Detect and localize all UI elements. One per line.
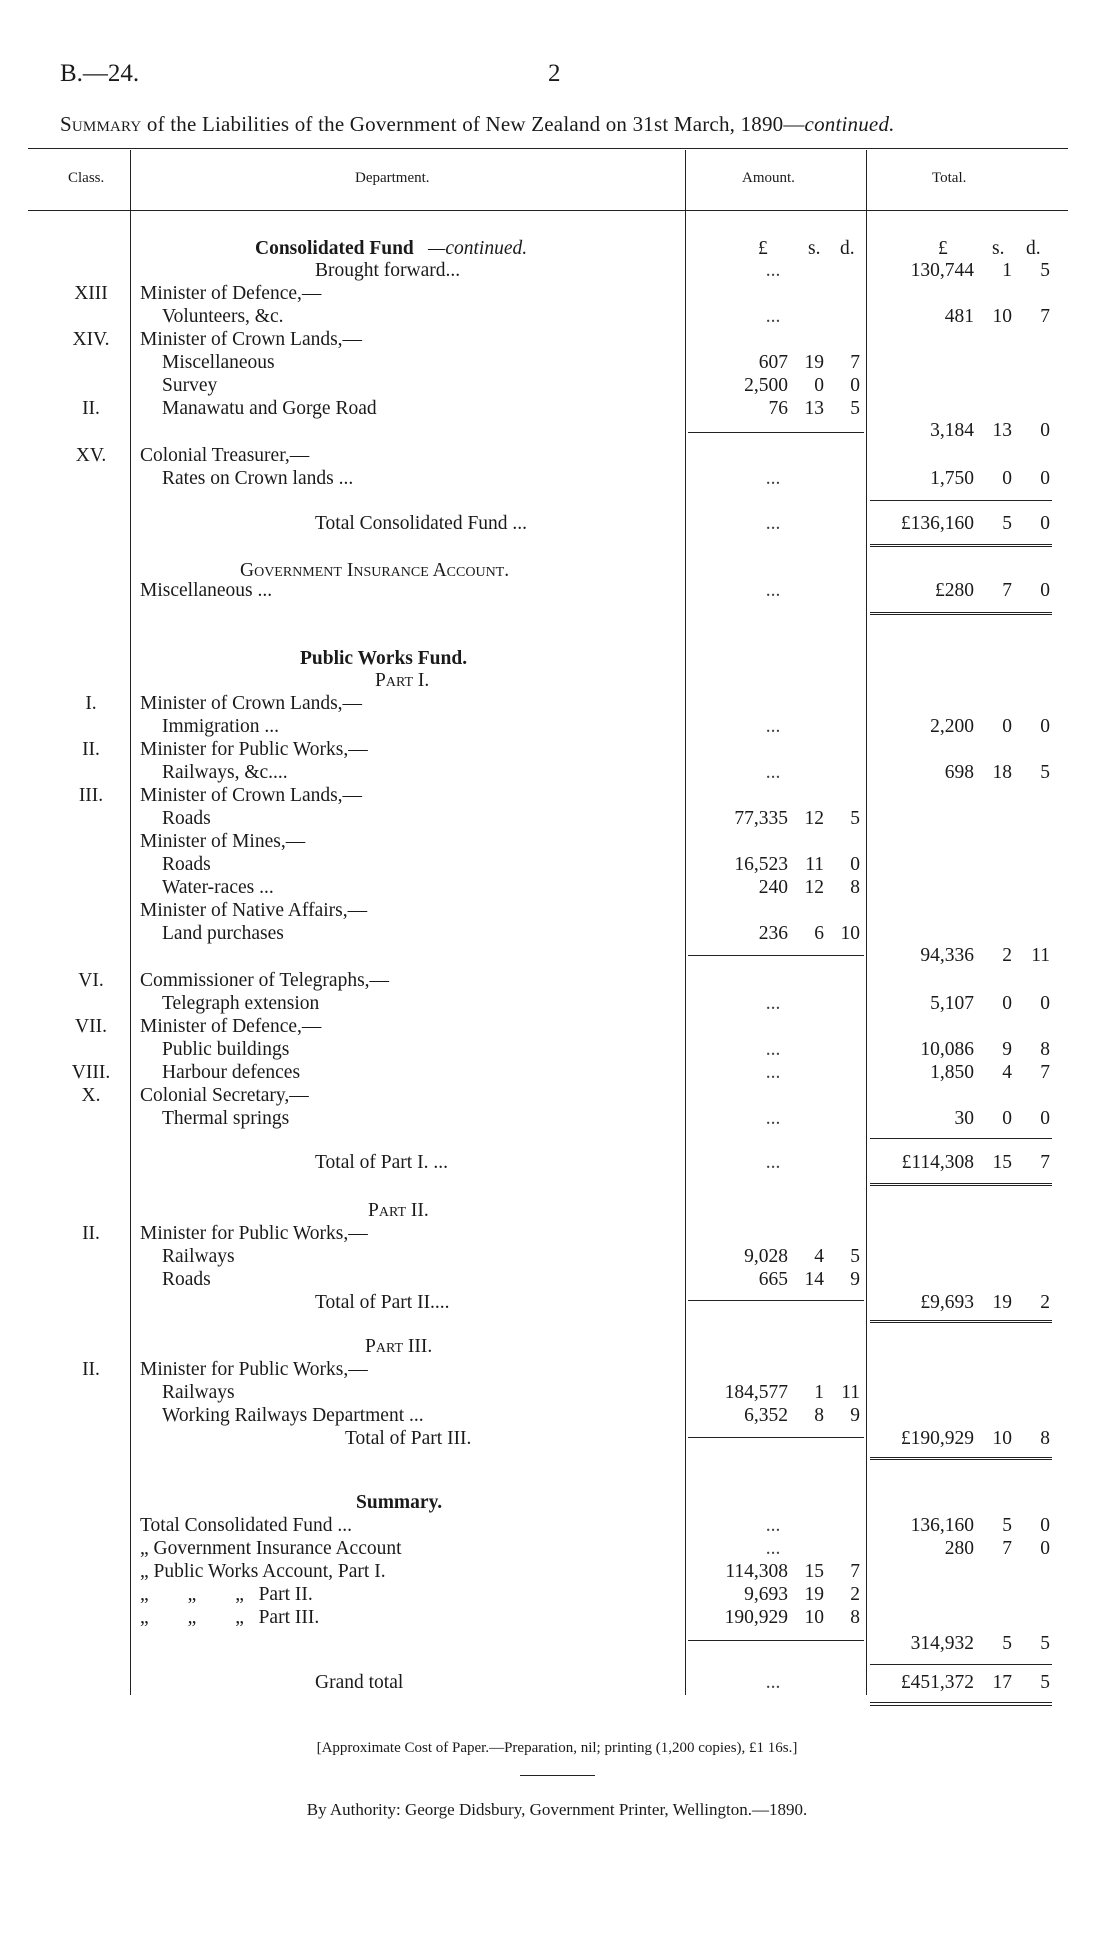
double-rule: [870, 544, 1052, 550]
column-header-department: Department.: [355, 170, 430, 186]
total-shillings: 9: [1002, 1039, 1012, 1060]
total-pounds: 30: [954, 1108, 974, 1129]
amount-pence: 2: [850, 1584, 860, 1605]
table-row: [0, 808, 1114, 830]
table-row: [0, 375, 1114, 397]
row-amount: ...: [765, 468, 781, 489]
amount-pence: 0: [850, 375, 860, 396]
table-row: [0, 785, 1114, 807]
unit-shillings-total: s.: [992, 238, 1005, 259]
amount-pounds: 9,028: [744, 1246, 788, 1267]
row-label: „ „ „ Part II.: [140, 1584, 313, 1605]
total-shillings: 18: [992, 762, 1012, 783]
cost-note: [Approximate Cost of Paper.—Preparation, nil; printing (1,200 copies), £1 16s.]: [316, 1740, 798, 1756]
row-label: Roads: [162, 808, 211, 829]
document-reference: B.—24.: [60, 60, 140, 87]
table-row: [0, 831, 1114, 853]
total-pence: 5: [1040, 260, 1050, 281]
row-amount: ...: [765, 306, 781, 327]
total-pounds: £280: [935, 580, 974, 601]
amount-pounds: 77,335: [734, 808, 788, 829]
row-label: Minister of Mines,—: [140, 831, 306, 852]
row-label: Minister of Crown Lands,—: [140, 785, 363, 806]
row-label: Grand total: [315, 1672, 404, 1693]
amount-pence: 11: [841, 1382, 860, 1403]
amount-shillings: 14: [804, 1269, 824, 1290]
title-main: of the Liabilities of the Government of New Zealand on 31st March, 1890—: [146, 112, 805, 136]
total-pence: 7: [1040, 1152, 1050, 1173]
row-label: Minister for Public Works,—: [140, 739, 368, 760]
row-amount: ...: [765, 1515, 781, 1536]
amount-shillings: 13: [804, 398, 824, 419]
amount-pence: 8: [850, 877, 860, 898]
row-label: Rates on Crown lands ...: [162, 468, 354, 489]
row-label: Total of Part I. ...: [315, 1152, 448, 1173]
amount-shillings: 6: [814, 923, 824, 944]
total-pence: 0: [1040, 1538, 1050, 1559]
table-row: [0, 306, 1114, 328]
amount-shillings: 19: [804, 352, 824, 373]
total-pence: 8: [1040, 1428, 1050, 1449]
row-label: „ Government Insurance Account: [140, 1538, 402, 1559]
column-header-amount: Amount.: [742, 170, 795, 186]
table-row: [0, 1382, 1114, 1404]
total-shillings: 17: [992, 1672, 1012, 1693]
amount-pounds: 2,500: [744, 375, 788, 396]
row-label: Commissioner of Telegraphs,—: [140, 970, 390, 991]
table-row: [0, 877, 1114, 899]
total-shillings: 5: [1002, 513, 1012, 534]
amount-pounds: 76: [768, 398, 788, 419]
table-row: [0, 693, 1114, 715]
public-works-heading: [0, 648, 1114, 670]
table-row: [0, 1538, 1114, 1560]
row-label: „ Public Works Account, Part I.: [140, 1561, 386, 1582]
total-shillings: 5: [1002, 1633, 1012, 1654]
amount-pounds: 6,352: [744, 1405, 788, 1426]
part-label: Part II.: [368, 1200, 429, 1221]
row-label: Working Railways Department ...: [162, 1405, 424, 1426]
amount-shillings: 0: [814, 375, 824, 396]
row-label: Total of Part III.: [345, 1428, 472, 1449]
row-amount: ...: [765, 513, 781, 534]
amount-shillings: 11: [805, 854, 824, 875]
total-shillings: 5: [1002, 1515, 1012, 1536]
total-pence: 5: [1040, 1672, 1050, 1693]
amount-pence: 5: [850, 1246, 860, 1267]
total-pence: 0: [1040, 1108, 1050, 1129]
table-row: [0, 580, 1114, 602]
row-label: Brought forward...: [315, 260, 461, 281]
row-amount: ...: [765, 260, 781, 281]
part-label: Part I.: [375, 670, 430, 691]
row-label: Survey: [162, 375, 218, 396]
table-row: [0, 854, 1114, 876]
section-heading-suffix: —continued.: [428, 238, 528, 259]
table-row: [0, 513, 1114, 535]
table-row: [0, 1515, 1114, 1537]
table-row: [0, 1108, 1114, 1130]
table-row: [0, 1152, 1114, 1174]
table-row: [0, 1039, 1114, 1061]
table-row: [0, 1561, 1114, 1583]
part-label: Part III.: [365, 1336, 433, 1357]
amount-pence: 7: [850, 1561, 860, 1582]
total-shillings: 4: [1002, 1062, 1012, 1083]
row-label: Miscellaneous: [162, 352, 275, 373]
total-pence: 7: [1040, 1062, 1050, 1083]
table-row: [0, 1085, 1114, 1107]
row-label: Water-races ...: [162, 877, 274, 898]
row-label: Total of Part II....: [315, 1292, 450, 1313]
amount-pence: 9: [850, 1269, 860, 1290]
amount-pence: 9: [850, 1405, 860, 1426]
section-heading: Summary.: [356, 1492, 443, 1513]
total-pounds: 1,750: [930, 468, 974, 489]
total-shillings: 1: [1002, 260, 1012, 281]
row-class: I.: [85, 693, 97, 714]
amount-shillings: 12: [804, 877, 824, 898]
total-pence: 7: [1040, 306, 1050, 327]
amount-pounds: 665: [758, 1269, 788, 1290]
table-row: [0, 352, 1114, 374]
total-shillings: 10: [992, 306, 1012, 327]
table-row: [0, 445, 1114, 467]
amount-shillings: 8: [814, 1405, 824, 1426]
title-prefix: Summary: [60, 112, 142, 136]
amount-shillings: 15: [804, 1561, 824, 1582]
total-pence: 2: [1040, 1292, 1050, 1313]
section-heading: Consolidated Fund: [255, 238, 414, 259]
row-label: Harbour defences: [162, 1062, 301, 1083]
amount-pounds: 236: [758, 923, 788, 944]
table-row: [0, 923, 1114, 945]
total-pounds: 94,336: [920, 945, 974, 966]
total-shillings: 0: [1002, 1108, 1012, 1129]
total-pounds: £9,693: [920, 1292, 974, 1313]
total-pounds: 3,184: [930, 420, 974, 441]
table-row: [0, 1016, 1114, 1038]
total-pounds: £114,308: [901, 1152, 974, 1173]
row-label: Roads: [162, 854, 211, 875]
unit-pounds-total: £: [938, 238, 948, 259]
total-pence: 0: [1040, 716, 1050, 737]
row-label: Minister of Crown Lands,—: [140, 693, 363, 714]
row-class: VII.: [75, 1016, 107, 1037]
total-pounds: 5,107: [930, 993, 974, 1014]
table-row: [0, 398, 1114, 420]
unit-pounds: £: [758, 238, 768, 259]
row-amount: ...: [765, 1152, 781, 1173]
unit-shillings: s.: [808, 238, 821, 259]
amount-shillings: 19: [804, 1584, 824, 1605]
amount-pence: 5: [850, 808, 860, 829]
total-rule: [870, 500, 1052, 501]
consolidated-heading-row: [0, 238, 1114, 260]
amount-pence: 5: [850, 398, 860, 419]
total-shillings: 0: [1002, 993, 1012, 1014]
table-row: [0, 1607, 1114, 1629]
total-pounds: 1,850: [930, 1062, 974, 1083]
total-pounds: 2,200: [930, 716, 974, 737]
section-heading: Government Insurance Account.: [240, 560, 510, 581]
row-amount: ...: [765, 762, 781, 783]
amount-pounds: 114,308: [725, 1561, 788, 1582]
row-amount: ...: [765, 1538, 781, 1559]
total-shillings: 7: [1002, 580, 1012, 601]
row-label: „ „ „ Part III.: [140, 1607, 320, 1628]
total-shillings: 10: [992, 1428, 1012, 1449]
row-label: Minister of Defence,—: [140, 1016, 322, 1037]
summary-heading: [0, 1492, 1114, 1514]
grand-total-row: [0, 1672, 1114, 1694]
amount-shillings: 10: [804, 1607, 824, 1628]
row-label: Minister of Native Affairs,—: [140, 900, 368, 921]
double-rule: [870, 1457, 1052, 1463]
total-pounds: 130,744: [910, 260, 974, 281]
table-row: [0, 1246, 1114, 1268]
row-class: VIII.: [71, 1062, 111, 1083]
row-label: Thermal springs: [162, 1108, 290, 1129]
table-top-rule: [28, 148, 1068, 149]
table-row: [0, 1584, 1114, 1606]
insurance-heading: [0, 560, 1114, 582]
table-row: [0, 329, 1114, 351]
total-pounds: 280: [944, 1538, 974, 1559]
total-pounds: £451,372: [900, 1672, 974, 1693]
amount-pence: 7: [850, 352, 860, 373]
amount-pounds: 16,523: [734, 854, 788, 875]
total-shillings: 0: [1002, 716, 1012, 737]
total-pounds: 481: [944, 306, 974, 327]
total-pence: 0: [1040, 420, 1050, 441]
table-row: [0, 1292, 1114, 1314]
section-heading: Public Works Fund.: [300, 648, 468, 669]
amount-shillings: 4: [814, 1246, 824, 1267]
row-amount: ...: [765, 1672, 781, 1693]
amount-pounds: 607: [758, 352, 788, 373]
total-shillings: 7: [1002, 1538, 1012, 1559]
row-class: XIII: [74, 283, 108, 304]
total-pence: 0: [1040, 580, 1050, 601]
table-row: [0, 283, 1114, 305]
total-pence: 11: [1031, 945, 1050, 966]
table-row: [0, 1633, 1114, 1655]
amount-pence: 8: [850, 1607, 860, 1628]
total-shillings: 19: [992, 1292, 1012, 1313]
amount-pounds: 240: [758, 877, 788, 898]
row-label: Railways: [162, 1382, 235, 1403]
total-pounds: 136,160: [910, 1515, 974, 1536]
amount-pence: 0: [850, 854, 860, 875]
row-class: II.: [82, 1223, 100, 1244]
amount-pounds: 9,693: [744, 1584, 788, 1605]
table-row: [0, 1428, 1114, 1450]
row-label: Railways, &c....: [162, 762, 288, 783]
row-class: II.: [82, 1359, 100, 1380]
row-label: Land purchases: [162, 923, 284, 944]
table-row: [0, 716, 1114, 738]
row-class: II.: [82, 739, 100, 760]
part-heading: [0, 1336, 1114, 1358]
total-shillings: 15: [992, 1152, 1012, 1173]
table-header-rule: [28, 210, 1068, 211]
title-suffix: continued.: [804, 112, 895, 136]
total-pounds: £190,929: [900, 1428, 974, 1449]
row-amount: ...: [765, 716, 781, 737]
row-class: II.: [82, 398, 100, 419]
row-label: Roads: [162, 1269, 211, 1290]
total-pence: 8: [1040, 1039, 1050, 1060]
row-label: Miscellaneous ...: [140, 580, 273, 601]
row-class: X.: [81, 1085, 101, 1106]
total-pounds: 10,086: [920, 1039, 974, 1060]
total-pence: 5: [1040, 1633, 1050, 1654]
total-shillings: 13: [992, 420, 1012, 441]
page-number: 2: [548, 60, 561, 87]
row-class: XIV.: [72, 329, 110, 350]
footer-rule: [520, 1775, 595, 1776]
row-label: Immigration ...: [162, 716, 279, 737]
table-row: [0, 1405, 1114, 1427]
row-amount: ...: [765, 1039, 781, 1060]
row-label: Total Consolidated Fund ...: [140, 1515, 353, 1536]
row-label: Total Consolidated Fund ...: [315, 513, 528, 534]
table-row: [0, 260, 1114, 282]
table-row: [0, 900, 1114, 922]
row-label: Volunteers, &c.: [162, 306, 284, 327]
table-row: [0, 970, 1114, 992]
total-rule: [870, 1138, 1052, 1139]
total-shillings: 0: [1002, 468, 1012, 489]
total-pence: 0: [1040, 993, 1050, 1014]
total-rule: [870, 1664, 1052, 1665]
total-pence: 0: [1040, 1515, 1050, 1536]
column-header-total: Total.: [932, 170, 967, 186]
row-class: VI.: [78, 970, 104, 991]
double-rule: [870, 612, 1052, 618]
column-header-class: Class.: [68, 170, 105, 186]
amount-pounds: 190,929: [724, 1607, 788, 1628]
table-row: [0, 1062, 1114, 1084]
table-row: [0, 468, 1114, 490]
table-row: [0, 762, 1114, 784]
row-label: Minister of Crown Lands,—: [140, 329, 363, 350]
table-row: [0, 1223, 1114, 1245]
amount-shillings: 1: [814, 1382, 824, 1403]
amount-pence: 10: [840, 923, 860, 944]
part-heading: [0, 670, 1114, 692]
double-rule: [870, 1183, 1052, 1189]
total-pence: 0: [1040, 468, 1050, 489]
row-amount: ...: [765, 993, 781, 1014]
unit-pence: d.: [840, 238, 855, 259]
row-label: Telegraph extension: [162, 993, 320, 1014]
total-shillings: 2: [1002, 945, 1012, 966]
row-label: Manawatu and Gorge Road: [162, 398, 377, 419]
double-rule: [870, 1320, 1052, 1326]
total-pence: 0: [1040, 513, 1050, 534]
part-heading: [0, 1200, 1114, 1222]
total-pounds: £136,160: [900, 513, 974, 534]
row-label: Colonial Secretary,—: [140, 1085, 309, 1106]
unit-pence-total: d.: [1026, 238, 1041, 259]
row-label: Minister for Public Works,—: [140, 1223, 368, 1244]
table-row: [0, 993, 1114, 1015]
amount-pounds: 184,577: [724, 1382, 788, 1403]
table-row: [0, 1269, 1114, 1291]
row-class: XV.: [75, 445, 107, 466]
row-label: Colonial Treasurer,—: [140, 445, 310, 466]
row-label: Minister for Public Works,—: [140, 1359, 368, 1380]
row-label: Public buildings: [162, 1039, 290, 1060]
row-amount: ...: [765, 1108, 781, 1129]
table-row: [0, 945, 1114, 967]
page-title: [60, 112, 895, 137]
row-label: Minister of Defence,—: [140, 283, 322, 304]
printer-authority: By Authority: George Didsbury, Government Printer, Wellington.—1890.: [306, 1800, 808, 1819]
total-pounds: 698: [944, 762, 974, 783]
row-class: III.: [78, 785, 104, 806]
total-pounds: 314,932: [910, 1633, 974, 1654]
row-label: Railways: [162, 1246, 235, 1267]
table-row: [0, 739, 1114, 761]
amount-shillings: 12: [804, 808, 824, 829]
total-pence: 5: [1040, 762, 1050, 783]
row-amount: ...: [765, 580, 781, 601]
table-row: [0, 420, 1114, 442]
double-rule: [870, 1702, 1052, 1710]
row-amount: ...: [765, 1062, 781, 1083]
table-row: [0, 1359, 1114, 1381]
